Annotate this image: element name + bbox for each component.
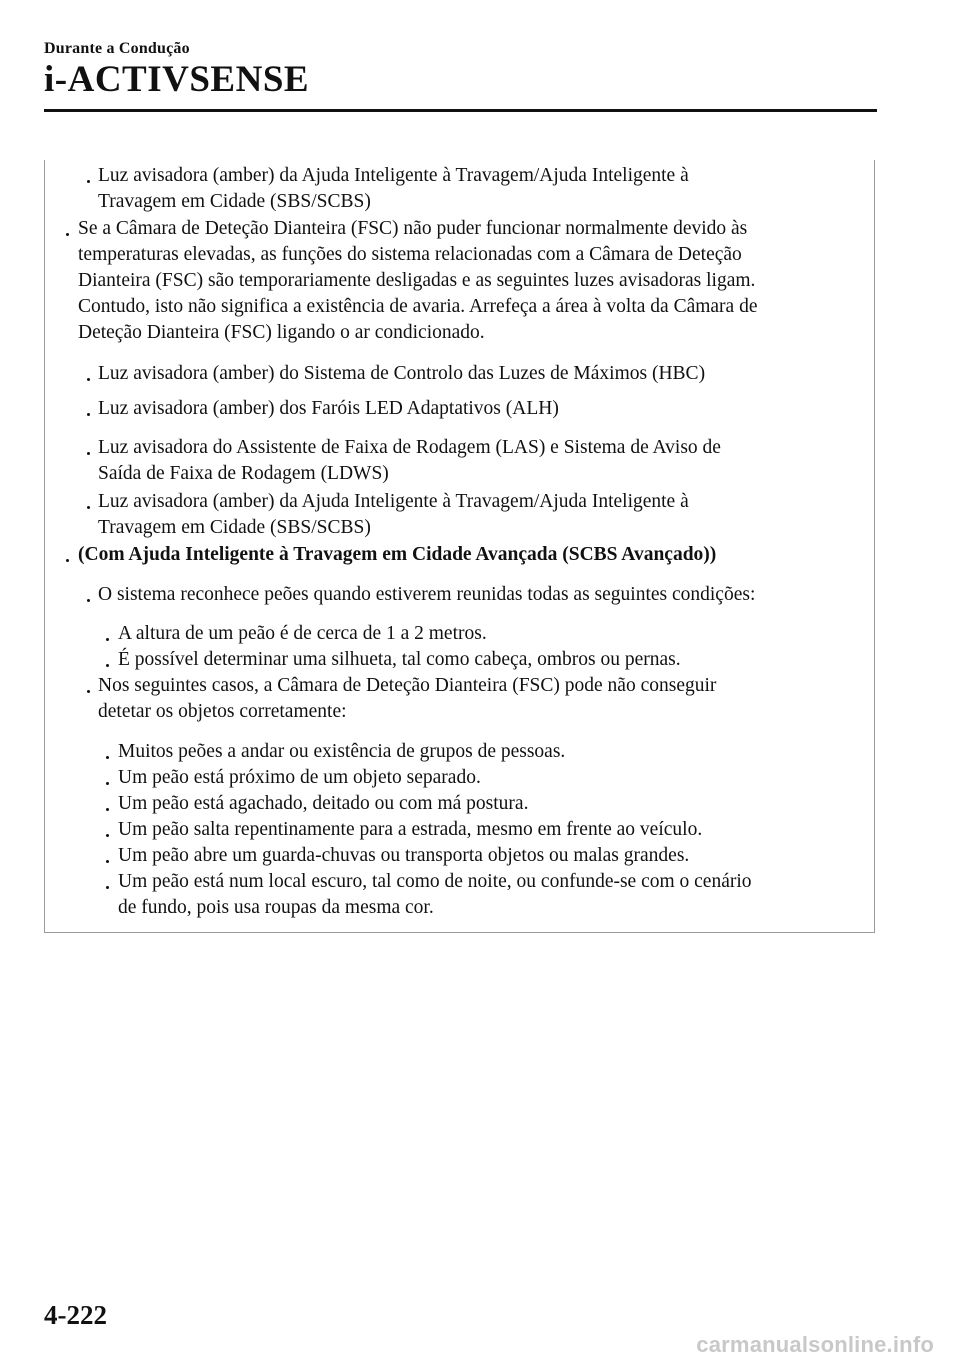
text-line: Dianteira (FSC) são temporariamente desligadas e as seguintes luzes avisadoras ligam.: [78, 270, 756, 291]
bullet-icon: [106, 664, 109, 667]
text-line: Luz avisadora (amber) dos Faróis LED Adaptativos (ALH): [98, 398, 559, 419]
bullet-icon: [87, 378, 90, 381]
text-line: Um peão está agachado, deitado ou com má postura.: [118, 793, 529, 814]
bullet-icon: [106, 860, 109, 863]
page-number: 4-222: [44, 1300, 107, 1330]
text-line: Se a Câmara de Deteção Dianteira (FSC) não puder funcionar normalmente devido às: [78, 218, 748, 239]
text-line: Luz avisadora do Assistente de Faixa de Rodagem (LAS) e Sistema de Aviso de: [98, 437, 721, 458]
text-line: A altura de um peão é de cerca de 1 a 2 metros.: [118, 623, 487, 644]
bullet-icon: [66, 559, 69, 562]
bullet-icon: [87, 506, 90, 509]
bullet-icon: [87, 599, 90, 602]
text-line: É possível determinar uma silhueta, tal como cabeça, ombros ou pernas.: [118, 649, 681, 670]
text-line: Saída de Faixa de Rodagem (LDWS): [98, 463, 389, 484]
bullet-icon: [87, 413, 90, 416]
header-divider: [44, 109, 877, 112]
bullet-icon: [106, 886, 109, 889]
bullet-icon: [106, 834, 109, 837]
text-line: detetar os objetos corretamente:: [98, 701, 347, 722]
bullet-icon: [106, 756, 109, 759]
bullet-icon: [106, 808, 109, 811]
section-label: Durante a Condução: [44, 40, 190, 57]
text-line: Um peão salta repentinamente para a estrada, mesmo em frente ao veículo.: [118, 819, 703, 840]
subsection-heading: (Com Ajuda Inteligente à Travagem em Cidade Avançada (SCBS Avançado)): [78, 544, 717, 565]
bullet-icon: [87, 180, 90, 183]
bullet-icon: [87, 690, 90, 693]
text-line: Luz avisadora (amber) da Ajuda Inteligente à Travagem/Ajuda Inteligente à: [98, 491, 689, 512]
text-line: de fundo, pois usa roupas da mesma cor.: [118, 897, 434, 918]
text-line: Deteção Dianteira (FSC) ligando o ar condicionado.: [78, 322, 485, 343]
bullet-icon: [106, 638, 109, 641]
text-line: Luz avisadora (amber) do Sistema de Controlo das Luzes de Máximos (HBC): [98, 363, 706, 384]
text-line: Muitos peões a andar ou existência de grupos de pessoas.: [118, 741, 566, 762]
bullet-icon: [87, 452, 90, 455]
text-line: Luz avisadora (amber) da Ajuda Inteligente à Travagem/Ajuda Inteligente à: [98, 165, 689, 186]
bullet-icon: [66, 233, 69, 236]
bullet-icon: [106, 782, 109, 785]
text-line: Um peão abre um guarda-chuvas ou transporta objetos ou malas grandes.: [118, 845, 690, 866]
watermark: carmanualsonline.info: [696, 1332, 934, 1357]
text-line: Nos seguintes casos, a Câmara de Deteção Dianteira (FSC) pode não conseguir: [98, 675, 717, 696]
text-line: Um peão está próximo de um objeto separado.: [118, 767, 481, 788]
text-line: temperaturas elevadas, as funções do sistema relacionadas com a Câmara de Deteção: [78, 244, 742, 265]
text-line: Um peão está num local escuro, tal como de noite, ou confunde-se com o cenário: [118, 871, 752, 892]
chapter-title: i-ACTIVSENSE: [44, 59, 310, 100]
text-line: O sistema reconhece peões quando estiverem reunidas todas as seguintes condições:: [98, 584, 756, 605]
text-line: Travagem em Cidade (SBS/SCBS): [98, 517, 371, 538]
text-line: Travagem em Cidade (SBS/SCBS): [98, 191, 371, 212]
text-line: Contudo, isto não significa a existência de avaria. Arrefeça a área à volta da Câmara de: [78, 296, 758, 317]
